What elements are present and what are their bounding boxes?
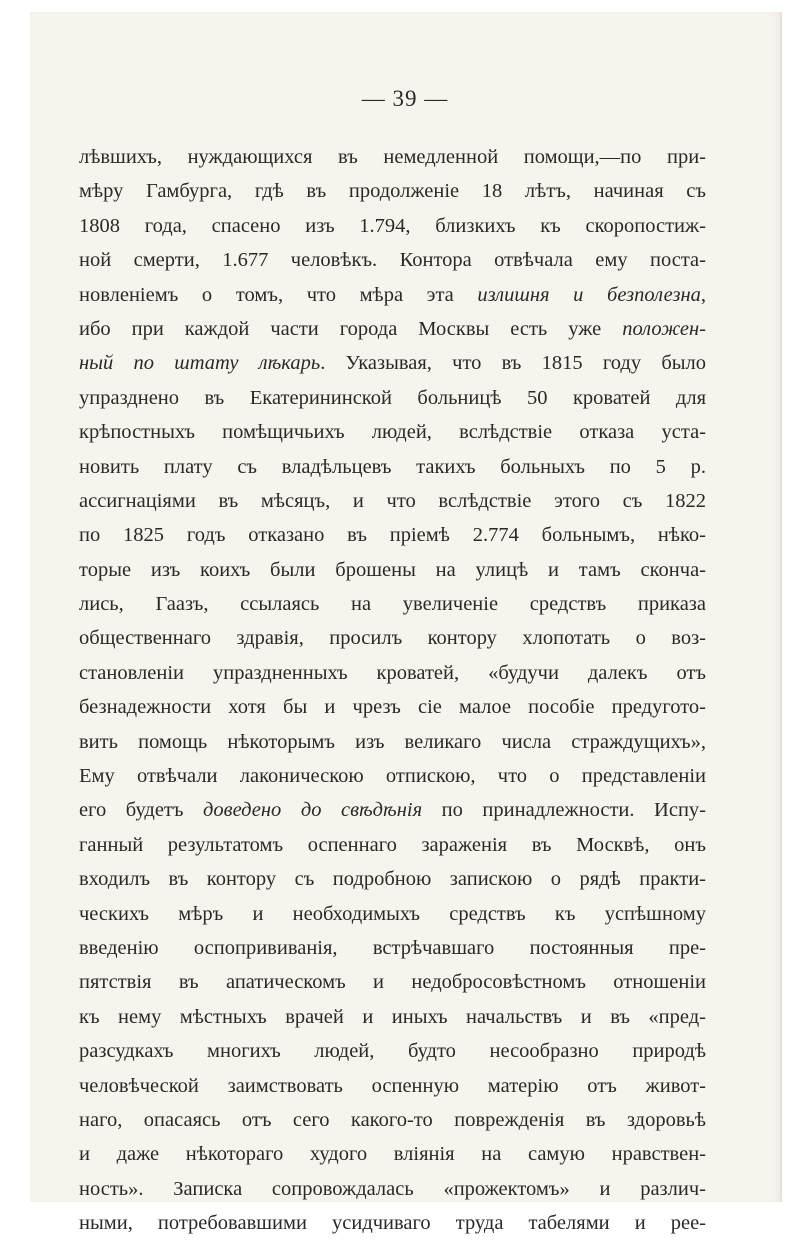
text-run: лись, Гаазъ, ссылаясь на увеличеніе средствъ приказа bbox=[79, 593, 706, 616]
text-run: ческихъ мѣръ и необходимыхъ средствъ къ успѣшному bbox=[79, 902, 706, 925]
italic-phrase: излишня и безполезна bbox=[477, 283, 701, 306]
text-run: по 1825 годъ отказано въ пріемѣ 2.774 больнымъ, нѣко- bbox=[79, 524, 706, 547]
text-run: ассигнаціями въ мѣсяцъ, и что вслѣдствіе этого съ 1822 bbox=[79, 489, 706, 512]
text-run: входилъ въ контору съ подробною запискою о рядѣ практи- bbox=[79, 868, 706, 891]
text-run: мѣру Гамбурга, гдѣ въ продолженіе 18 лѣтъ, начиная съ bbox=[79, 180, 706, 203]
text-line bbox=[79, 1172, 706, 1206]
text-run: пятствія въ апатическомъ и недобросовѣстномъ отношеніи bbox=[79, 971, 706, 994]
text-run: разсудкахъ многихъ людей, будто несообразно природѣ bbox=[79, 1040, 706, 1063]
text-run: ной смерти, 1.677 человѣкъ. Контора отвѣчала ему поста- bbox=[79, 249, 706, 272]
text-run: лѣвшихъ, нуждающихся въ немедленной помощи,—по при- bbox=[79, 146, 706, 168]
text-line bbox=[79, 587, 706, 621]
text-run: общественнаго здравія, просилъ контору хлопотать о воз- bbox=[79, 627, 706, 650]
text-line bbox=[79, 1103, 706, 1137]
text-line bbox=[79, 1137, 706, 1171]
text-run: становленіи упраздненныхъ кроватей, «будучи далекъ отъ bbox=[79, 661, 706, 684]
text-line bbox=[79, 1069, 706, 1103]
text-run: 1808 года, спасено изъ 1.794, близкихъ къ скоропостиж- bbox=[79, 214, 706, 237]
text-line bbox=[79, 484, 706, 518]
text-line bbox=[79, 690, 706, 724]
text-line bbox=[79, 793, 706, 827]
text-run: , bbox=[700, 283, 706, 306]
text-run: новить плату съ владѣльцевъ такихъ больныхъ по 5 р. bbox=[79, 455, 706, 478]
italic-phrase: положен- bbox=[622, 317, 706, 340]
text-run: человѣческой заимствовать оспенную матерію отъ живот- bbox=[79, 1074, 706, 1097]
text-line bbox=[79, 209, 706, 243]
text-line bbox=[79, 725, 706, 759]
text-run: крѣпостныхъ помѣщичьихъ людей, вслѣдствіе отказа уста- bbox=[79, 421, 706, 444]
text-line bbox=[79, 656, 706, 690]
text-run: Ему отвѣчали лаконическою отпискою, что о представленіи bbox=[79, 765, 706, 788]
text-run: безнадежности хотя бы и чрезъ сіе малое пособіе предугото- bbox=[79, 696, 706, 719]
page-number: — 39 — bbox=[361, 86, 449, 111]
text-line bbox=[79, 931, 706, 965]
text-run: новленіемъ о томъ, что мѣра эта bbox=[79, 283, 478, 306]
text-line bbox=[79, 415, 706, 449]
text-line bbox=[79, 828, 706, 862]
text-line bbox=[79, 174, 706, 208]
text-line bbox=[79, 1000, 706, 1034]
italic-phrase: ный по штату лѣкарь bbox=[79, 352, 321, 375]
book-page bbox=[30, 12, 782, 1235]
italic-phrase: доведено до свѣдѣнія bbox=[203, 799, 423, 822]
text-line bbox=[79, 381, 706, 415]
text-line bbox=[79, 1034, 706, 1068]
text-run: введенію оспопрививанія, встрѣчавшаго постоянныя пре- bbox=[79, 936, 706, 959]
text-line bbox=[79, 965, 706, 999]
text-line bbox=[79, 140, 706, 174]
text-run: и даже нѣкотораго худого вліянія на самую нравствен- bbox=[79, 1143, 706, 1166]
text-line bbox=[79, 243, 706, 277]
text-run: къ нему мѣстныхъ врачей и иныхъ начальствъ и въ «пред- bbox=[79, 1005, 706, 1028]
text-run: его будетъ bbox=[79, 799, 204, 822]
text-run: . Указывая, что въ 1815 году было bbox=[320, 352, 706, 375]
text-run: торые изъ коихъ были брошены на улицѣ и тамъ сконча- bbox=[79, 558, 706, 581]
text-run: вить помощь нѣкоторымъ изъ великаго числа страждущихъ», bbox=[79, 730, 706, 753]
text-run: упразднено въ Екатерининской больницѣ 50 кроватей для bbox=[79, 386, 706, 409]
text-line bbox=[79, 312, 706, 346]
text-run: ибо при каждой части города Москвы есть уже bbox=[79, 317, 623, 340]
text-line bbox=[79, 346, 706, 380]
text-line bbox=[79, 621, 706, 655]
text-line bbox=[79, 1206, 706, 1240]
text-line bbox=[79, 278, 706, 312]
text-line bbox=[79, 553, 706, 587]
text-line bbox=[79, 897, 706, 931]
text-line bbox=[79, 862, 706, 896]
text-run: ганный результатомъ оспеннаго зараженія въ Москвѣ, онъ bbox=[79, 833, 706, 856]
text-line bbox=[79, 759, 706, 793]
text-run: по принадлежности. Испу- bbox=[422, 799, 706, 822]
text-line bbox=[79, 450, 706, 484]
text-run: наго, опасаясь отъ сего какого-то поврежденія въ здоровьѣ bbox=[79, 1108, 706, 1131]
text-run: ными, потребовавшими усидчиваго труда табелями и рее- bbox=[79, 1212, 706, 1235]
text-run: ность». Записка сопровождалась «прожектомъ» и различ- bbox=[79, 1177, 706, 1200]
text-line bbox=[79, 518, 706, 552]
body-text bbox=[79, 140, 706, 1241]
